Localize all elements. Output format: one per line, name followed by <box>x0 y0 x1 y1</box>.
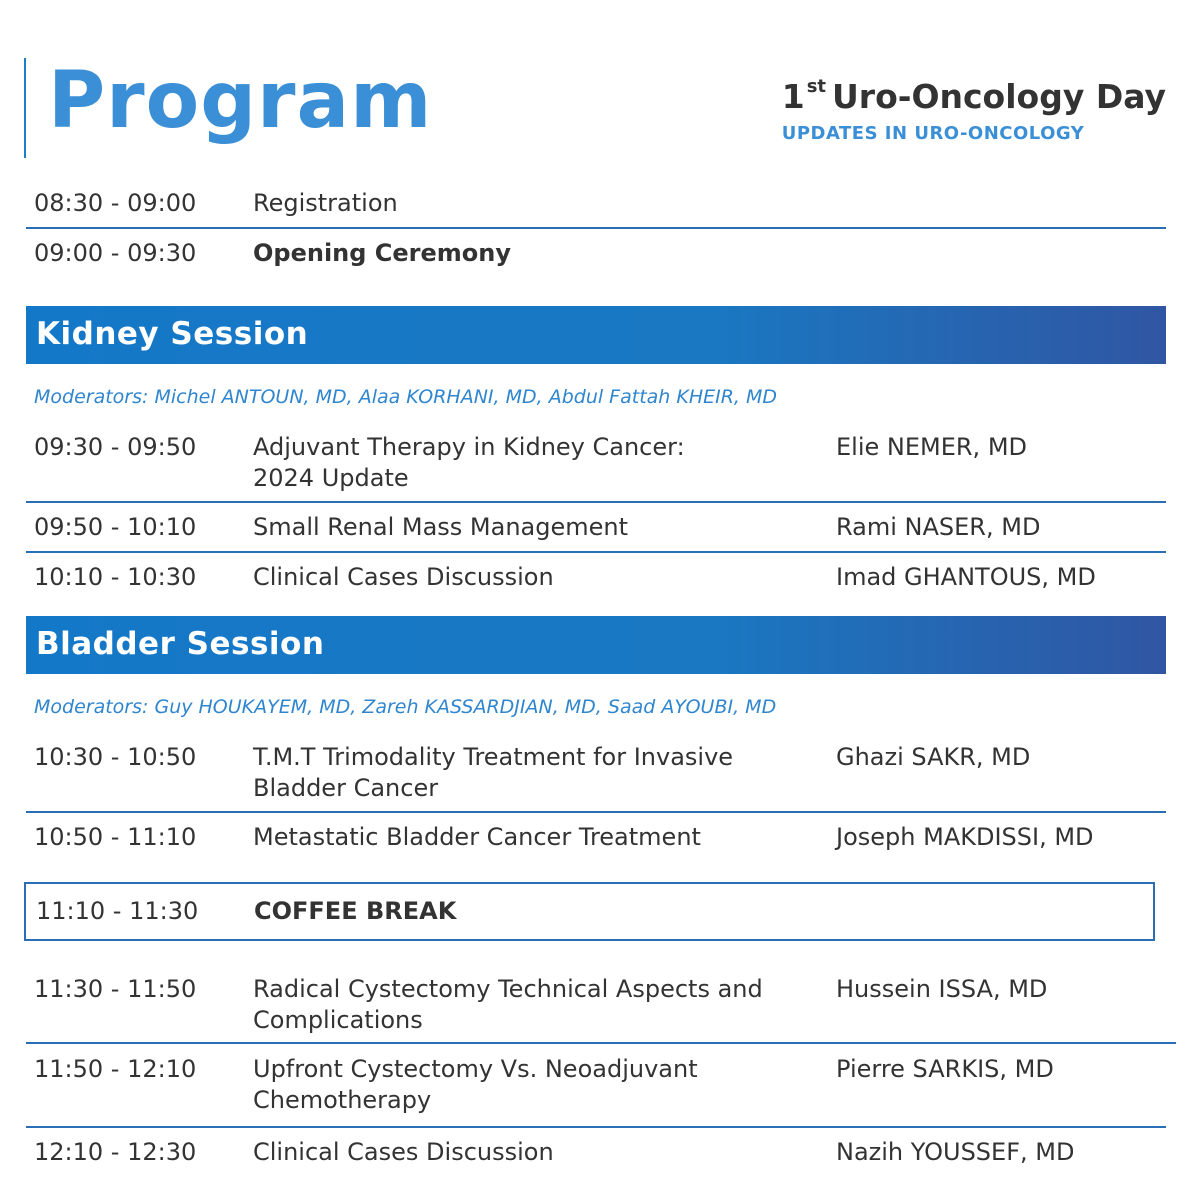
event-name <box>781 76 1166 116</box>
moderators-label: Moderators: <box>34 696 149 718</box>
row-time: 08:30 - 09:00 <box>34 189 197 217</box>
schedule-row <box>26 1137 1166 1177</box>
title-accent-bar <box>24 58 26 158</box>
row-speaker: Nazih YOUSSEF, MD <box>836 1138 1075 1166</box>
schedule-row <box>26 1054 1166 1128</box>
break-label: COFFEE BREAK <box>254 897 457 925</box>
session-header-bladder: Bladder Session <box>26 616 1166 674</box>
row-time: 10:50 - 11:10 <box>34 823 197 851</box>
row-topic: Upfront Cystectomy Vs. Neoadjuvant Chemotherapy <box>253 1055 698 1114</box>
row-speaker: Imad GHANTOUS, MD <box>836 563 1096 591</box>
row-time: 12:10 - 12:30 <box>34 1138 197 1166</box>
row-topic: Adjuvant Therapy in Kidney Cancer: 2024 Update <box>253 433 685 492</box>
schedule-row <box>26 238 1166 278</box>
row-time: 11:30 - 11:50 <box>34 975 197 1003</box>
row-speaker: Joseph MAKDISSI, MD <box>836 823 1094 851</box>
row-speaker: Hussein ISSA, MD <box>836 975 1048 1003</box>
moderators-label: Moderators: <box>34 386 149 408</box>
schedule-row <box>26 512 1166 553</box>
row-topic: Opening Ceremony <box>253 239 512 267</box>
row-topic: Small Renal Mass Management <box>253 513 629 541</box>
moderators-names: Michel ANTOUN, MD, Alaa KORHANI, MD, Abdul Fattah KHEIR, MD <box>154 386 778 408</box>
row-time: 09:50 - 10:10 <box>34 513 197 541</box>
schedule-row <box>26 822 1166 862</box>
moderators-kidney <box>34 386 777 408</box>
schedule-row <box>26 562 1166 602</box>
row-topic: Registration <box>253 189 398 217</box>
row-topic: T.M.T Trimodality Treatment for Invasive Bladder Cancer <box>253 743 734 802</box>
event-ordinal-suffix: st <box>806 76 827 97</box>
row-time: 09:00 - 09:30 <box>34 239 197 267</box>
row-topic: Clinical Cases Discussion <box>253 563 554 591</box>
event-name-text: Uro-Oncology Day <box>832 77 1166 116</box>
moderators-names: Guy HOUKAYEM, MD, Zareh KASSARDJIAN, MD, Saad AYOUBI, MD <box>154 696 777 718</box>
row-speaker: Elie NEMER, MD <box>836 433 1028 461</box>
session-header-kidney: Kidney Session <box>26 306 1166 364</box>
schedule-row <box>26 742 1166 813</box>
break-time: 11:10 - 11:30 <box>36 897 199 925</box>
row-speaker: Pierre SARKIS, MD <box>836 1055 1054 1083</box>
row-speaker: Ghazi SAKR, MD <box>836 743 1031 771</box>
coffee-break-box <box>24 882 1155 941</box>
row-topic: Radical Cystectomy Technical Aspects and Complications <box>253 975 763 1034</box>
page-title: Program <box>48 56 433 146</box>
row-time: 10:10 - 10:30 <box>34 563 197 591</box>
schedule-row <box>26 188 1166 229</box>
schedule-row <box>26 432 1166 503</box>
row-speaker: Rami NASER, MD <box>836 513 1041 541</box>
moderators-bladder <box>34 696 776 718</box>
row-topic: Metastatic Bladder Cancer Treatment <box>253 823 701 851</box>
row-topic: Clinical Cases Discussion <box>253 1138 554 1166</box>
event-branding <box>781 76 1166 144</box>
row-time: 10:30 - 10:50 <box>34 743 197 771</box>
row-time: 09:30 - 09:50 <box>34 433 197 461</box>
event-subtitle: UPDATES IN URO-ONCOLOGY <box>781 123 1085 144</box>
row-time: 11:50 - 12:10 <box>34 1055 197 1083</box>
event-ordinal: 1 <box>781 77 805 116</box>
schedule-row <box>26 974 1176 1044</box>
